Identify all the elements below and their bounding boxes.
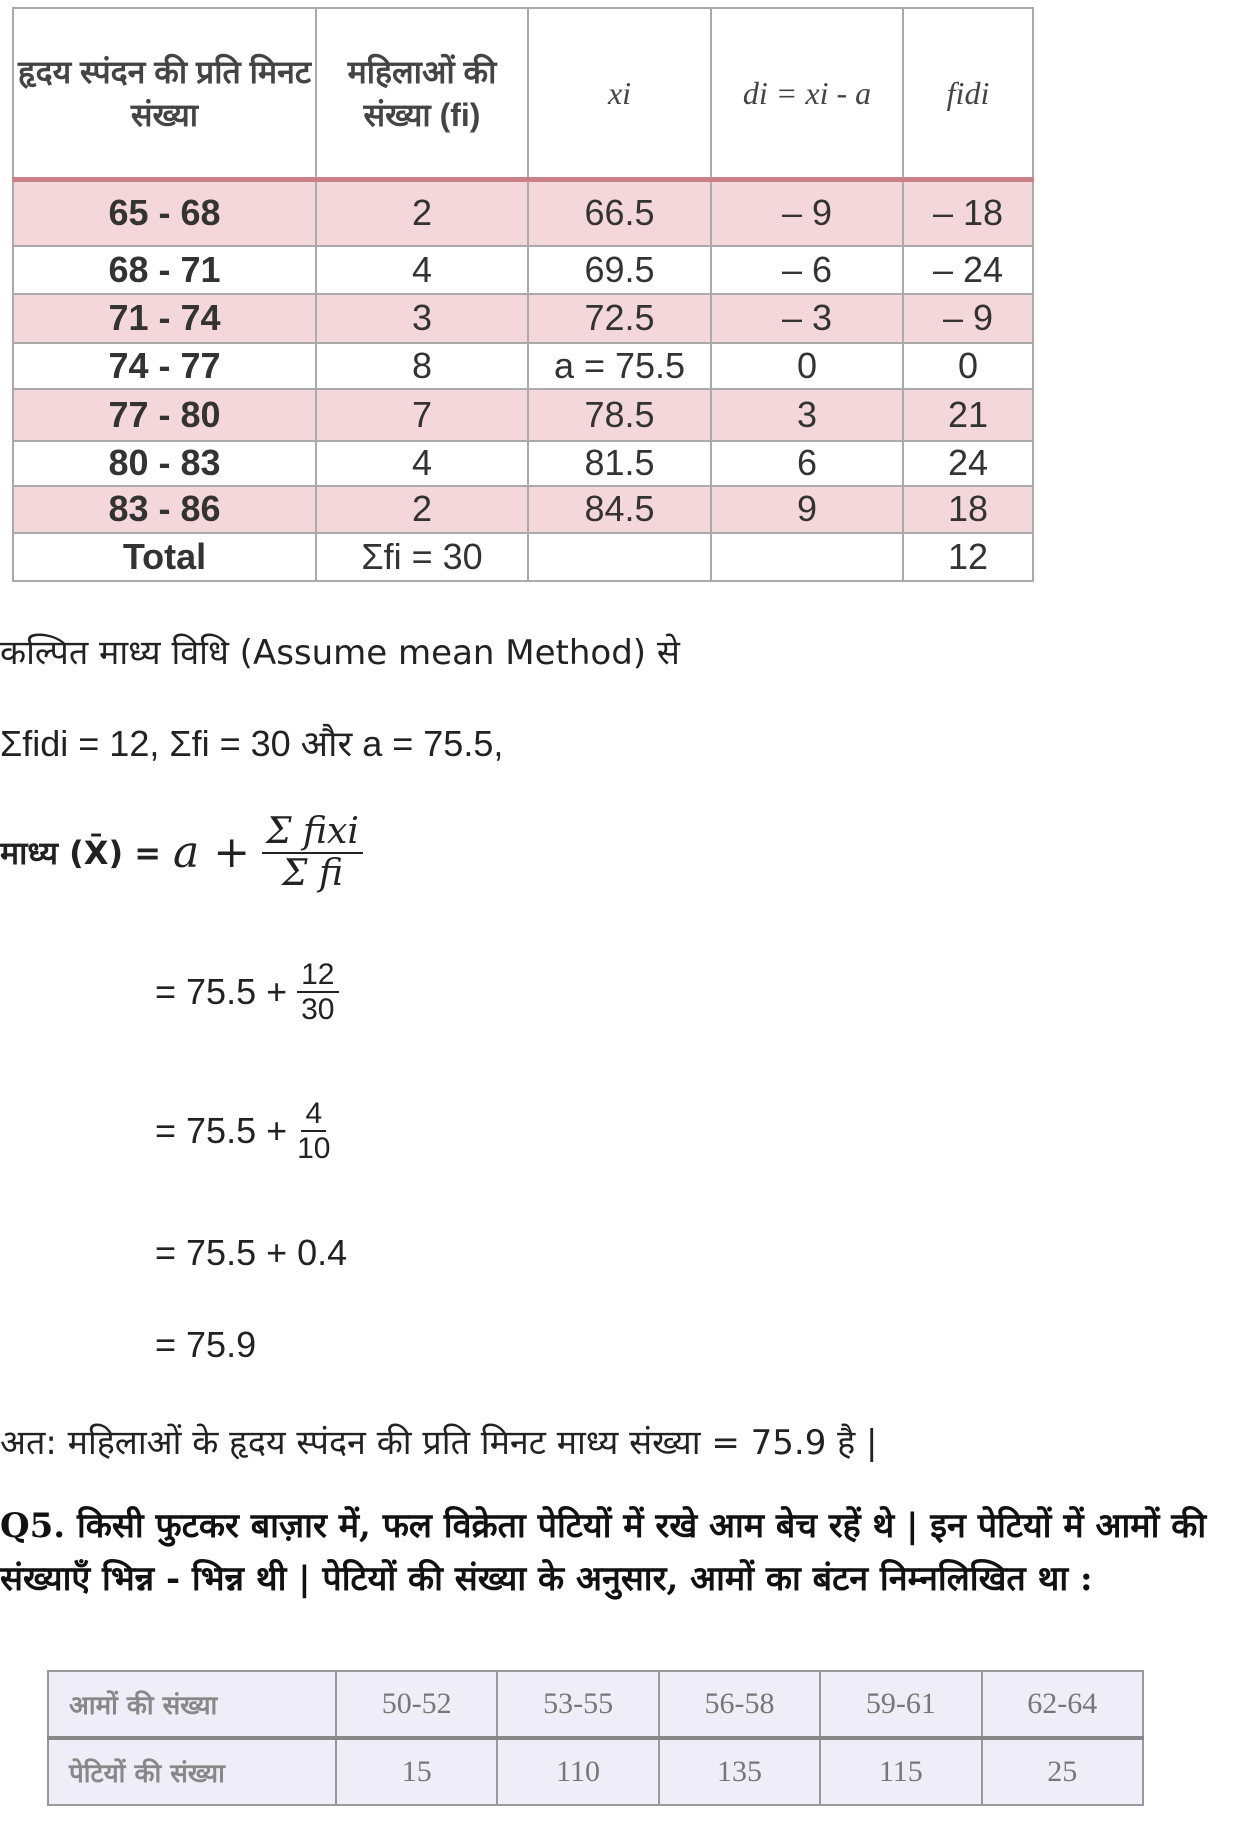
value-cell: 135 bbox=[659, 1738, 820, 1805]
value-cell: 110 bbox=[497, 1738, 658, 1805]
fi-cell: 2 bbox=[316, 486, 528, 533]
value-cell: 25 bbox=[982, 1738, 1143, 1805]
fi-cell: 2 bbox=[316, 180, 528, 246]
header-di: di = xi - a bbox=[711, 8, 903, 180]
mean-numerator: Σ fixi bbox=[262, 812, 363, 854]
mean-a: a + bbox=[173, 827, 251, 879]
total-xi bbox=[528, 533, 711, 581]
step-1-denominator: 30 bbox=[301, 993, 335, 1026]
class-interval: 83 - 86 bbox=[13, 486, 316, 533]
header-heartbeat: हृदय स्पंदन की प्रति मिनट संख्या bbox=[13, 8, 316, 180]
table-row bbox=[13, 180, 1033, 246]
di-cell: 0 bbox=[711, 343, 903, 389]
mean-denominator: Σ fi bbox=[282, 852, 343, 894]
fi-cell: 4 bbox=[316, 441, 528, 486]
fi-cell: 8 bbox=[316, 343, 528, 389]
value-cell: 62-64 bbox=[982, 1671, 1143, 1738]
fidi-cell: 21 bbox=[903, 389, 1033, 441]
mean-formula bbox=[0, 812, 363, 893]
fidi-cell: – 24 bbox=[903, 246, 1033, 294]
class-interval: 71 - 74 bbox=[13, 294, 316, 343]
xi-cell: 81.5 bbox=[528, 441, 711, 486]
fidi-cell: 18 bbox=[903, 486, 1033, 533]
di-cell: – 6 bbox=[711, 246, 903, 294]
step-1-numerator: 12 bbox=[297, 958, 338, 993]
class-interval: 80 - 83 bbox=[13, 441, 316, 486]
xi-cell: 69.5 bbox=[528, 246, 711, 294]
header-xi: xi bbox=[528, 8, 711, 180]
value-cell: 50-52 bbox=[336, 1671, 497, 1738]
xi-cell: 78.5 bbox=[528, 389, 711, 441]
box-count-row bbox=[48, 1738, 1143, 1805]
xi-cell: 84.5 bbox=[528, 486, 711, 533]
step-2-text: = 75.5 + bbox=[155, 1110, 288, 1151]
di-cell: – 9 bbox=[711, 180, 903, 246]
total-fidi: 12 bbox=[903, 533, 1033, 581]
table-row bbox=[13, 294, 1033, 343]
table-row bbox=[13, 389, 1033, 441]
step-1 bbox=[155, 958, 339, 1026]
value-cell: 115 bbox=[820, 1738, 981, 1805]
fidi-cell: 24 bbox=[903, 441, 1033, 486]
row-label: पेटियों की संख्या bbox=[48, 1738, 336, 1805]
di-cell: 3 bbox=[711, 389, 903, 441]
value-cell: 53-55 bbox=[497, 1671, 658, 1738]
table-row bbox=[13, 246, 1033, 294]
mango-table bbox=[47, 1670, 1144, 1806]
step-1-text: = 75.5 + bbox=[155, 971, 288, 1012]
fidi-cell: – 18 bbox=[903, 180, 1033, 246]
mean-label: माध्य (X̄) = bbox=[0, 834, 162, 873]
header-fidi: fidi bbox=[903, 8, 1033, 180]
di-cell: 9 bbox=[711, 486, 903, 533]
value-cell: 59-61 bbox=[820, 1671, 981, 1738]
fi-cell: 4 bbox=[316, 246, 528, 294]
fidi-cell: – 9 bbox=[903, 294, 1033, 343]
total-fi: Σfi = 30 bbox=[316, 533, 528, 581]
value-cell: 56-58 bbox=[659, 1671, 820, 1738]
conclusion-text: अत: महिलाओं के हृदय स्पंदन की प्रति मिनट माध्य संख्या = 75.9 है | bbox=[0, 1423, 878, 1463]
class-interval: 65 - 68 bbox=[13, 180, 316, 246]
method-text: कल्पित माध्य विधि (Assume mean Method) से bbox=[0, 633, 680, 673]
step-2-denominator: 10 bbox=[297, 1132, 331, 1165]
fi-cell: 7 bbox=[316, 389, 528, 441]
mean-fraction bbox=[262, 812, 363, 893]
value-cell: 15 bbox=[336, 1738, 497, 1805]
table-row bbox=[13, 343, 1033, 389]
total-label: Total bbox=[13, 533, 316, 581]
table-row bbox=[13, 486, 1033, 533]
di-cell: – 3 bbox=[711, 294, 903, 343]
step-2 bbox=[155, 1097, 331, 1165]
xi-cell: a = 75.5 bbox=[528, 343, 711, 389]
frequency-table bbox=[12, 7, 1034, 582]
row-label: आमों की संख्या bbox=[48, 1671, 336, 1738]
given-values: Σfidi = 12, Σfi = 30 और a = 75.5, bbox=[0, 723, 504, 764]
xi-cell: 72.5 bbox=[528, 294, 711, 343]
step-4: = 75.9 bbox=[155, 1324, 257, 1365]
class-interval: 74 - 77 bbox=[13, 343, 316, 389]
fidi-cell: 0 bbox=[903, 343, 1033, 389]
class-interval: 77 - 80 bbox=[13, 389, 316, 441]
step-3: = 75.5 + 0.4 bbox=[155, 1232, 348, 1273]
question-5: Q5. किसी फुटकर बाज़ार में, फल विक्रेता पेटियों में रखे आम बेच रहें थे | इन पेटियों में आमों की संख्याएँ भिन्न - भिन्न थी | पेटियों की संख्या के अनुसार, आमों का बंटन निम्नलिखित था : bbox=[0, 1506, 1207, 1599]
table-header-row bbox=[13, 8, 1033, 180]
step-2-numerator: 4 bbox=[301, 1097, 326, 1132]
xi-cell: 66.5 bbox=[528, 180, 711, 246]
fi-cell: 3 bbox=[316, 294, 528, 343]
class-interval: 68 - 71 bbox=[13, 246, 316, 294]
header-women-count: महिलाओं की संख्या (fi) bbox=[316, 8, 528, 180]
total-di bbox=[711, 533, 903, 581]
table-row bbox=[13, 441, 1033, 486]
table-total-row bbox=[13, 533, 1033, 581]
mango-count-row bbox=[48, 1671, 1143, 1738]
di-cell: 6 bbox=[711, 441, 903, 486]
